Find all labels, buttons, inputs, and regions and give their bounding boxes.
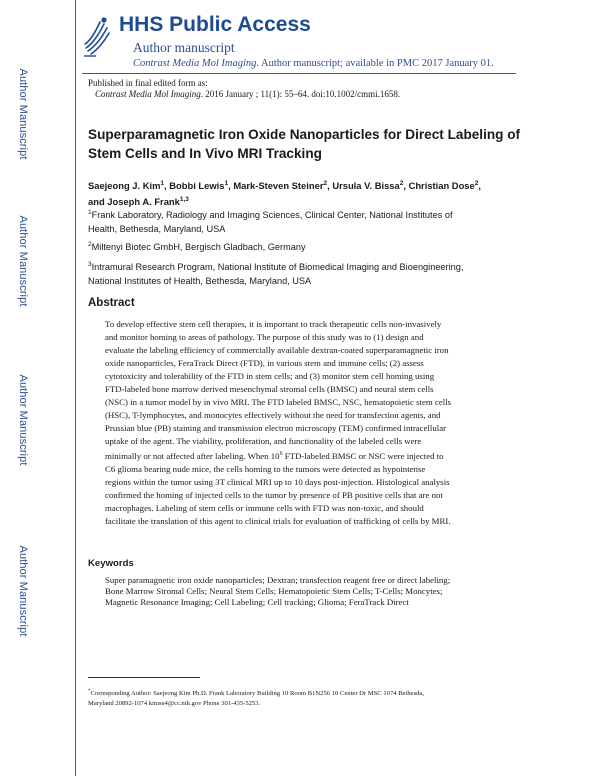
footnote-line: *Corresponding Author: Saejeong Kim Ph.D. Frank Laboratory Building 10 Room B1N256 10 Center Dr MSC 1074 Bethesda, — [88, 689, 425, 698]
abstract-heading: Abstract — [88, 297, 135, 309]
header-title: HHS Public Access — [119, 13, 311, 36]
citation-line — [95, 89, 400, 100]
abstract-line: Prussian blue (PB) staining and transmission electron microscopy (TEM) confirmed intracellular — [105, 423, 447, 433]
keywords-line: Magnetic Resonance Imaging; Cell Labeling; Cell tracking; Glioma; FeraTrack Direct — [105, 597, 409, 608]
abstract-line: and monitor homing to areas of pathology. The purpose of this study was to (1) design and — [105, 332, 424, 342]
citation-journal: Contrast Media Mol Imaging — [95, 89, 201, 99]
hhs-eagle-logo-icon — [82, 14, 112, 58]
author: Mark-Steven Steiner$^2$, — [233, 180, 333, 192]
abstract-body — [105, 318, 509, 528]
abstract-line: evaluate the labeling efficiency of commercially available dextran-coated superparamagnetic iron — [105, 345, 449, 355]
author-list — [88, 177, 528, 209]
header-journal-name: Contrast Media Mol Imaging — [133, 58, 257, 69]
header-rule — [82, 73, 516, 74]
abstract-line: C6 glioma bearing nude mice, the cells homing to the tumors were detected as hypointense — [105, 463, 426, 474]
footnote-rule — [88, 677, 200, 678]
keywords-line: Bone Marrow Stromal Cells; Neural Stem Cells; Hematopoietic Stem Cells; T-Cells; Moncytes; — [105, 586, 443, 597]
abstract-line: regions within the tumor using 3T clinical MRI up to 10 days post-injection. Histological analysis — [105, 476, 450, 487]
footnote-line: Maryland 20892-1074 kimse4@cc.nih.gov Phone 301-435-5253. — [88, 699, 261, 707]
author: and Joseph A. Frank$^{1,3}$ — [88, 196, 189, 208]
abstract-line: cytotoxicity and tolerability of the FTD in stem cells; and (3) monitor stem cell homing using — [105, 371, 435, 381]
keywords-heading: Keywords — [88, 558, 134, 569]
header-subtitle: Author manuscript — [133, 40, 235, 55]
footnote — [88, 687, 518, 708]
header-journal-line — [133, 57, 494, 71]
abstract-line: (HSC), T-lymphocytes, and monocytes effectively without the need for transfection agents, and — [105, 410, 441, 420]
abstract-line: macrophages. Labeling of stem cells or immune cells with FTD was non-toxic, and should — [105, 502, 424, 513]
published-label: Published in final edited form as: — [88, 78, 208, 88]
header-journal-rest: . Author manuscript; available in PMC 2017 January 01. — [256, 58, 494, 69]
abstract-line: confirmed the homing of injected cells to the tumor by presence of PB positive cells that are not — [105, 489, 443, 500]
sidebar-label-1: Author Manuscript — [17, 68, 29, 160]
affiliation-2: $^2$Miltenyi Biotec GmbH, Bergisch Gladbach, Germany — [88, 241, 306, 253]
sidebar-label-2: Author Manuscript — [17, 215, 29, 307]
author: Bobbi Lewis$^1$, — [169, 180, 234, 192]
author: Ursula V. Bissa$^2$, — [332, 180, 409, 192]
abstract-line: minimally or not affected after labeling. When $10^6$ FTD-labeled BMSC or NSC were injected to — [105, 450, 444, 461]
affiliation-3: $^3$Intramural Research Program, National Institute of Biomedical Imaging and Bioengineering, National Institutes of Health, Bethesda, Maryland, USA — [88, 261, 464, 286]
abstract-line: FTD-labeled bone marrow derived mesenchymal stromal cells (BMSC) and neural stem cells — [105, 384, 434, 394]
sidebar-rule — [75, 0, 76, 776]
keywords-body — [105, 575, 515, 609]
abstract-line: facilitate the translation of this agent to clinical trials for evaluation of trafficking of cells by MRI. — [105, 515, 451, 526]
sidebar-label-3: Author Manuscript — [17, 374, 29, 466]
author: Christian Dose$^2$, — [408, 180, 481, 192]
abstract-line: oxide nanoparticles, FeraTrack Direct (FTD), in various stem and immune cells; (2) assess — [105, 358, 424, 368]
affiliation-1: $^1$Frank Laboratory, Radiology and Imaging Sciences, Clinical Center, National Institutes of Health, Bethesda, Maryland, USA — [88, 209, 453, 234]
paper-title: Superparamagnetic Iron Oxide Nanoparticles for Direct Labeling of Stem Cells and In Vivo MRI Tracking — [88, 127, 521, 161]
sidebar-label-4: Author Manuscript — [17, 545, 29, 637]
author: Saejeong J. Kim$^1$, — [88, 180, 170, 192]
abstract-line: To develop effective stem cell therapies, it is important to track therapeutic cells non-invasively — [105, 319, 442, 329]
citation-rest: . 2016 January ; 11(1): 55–64. doi:10.1002/cmmi.1658. — [200, 89, 401, 99]
keywords-line: Super paramagnetic iron oxide nanoparticles; Dextran; transfection reagent free or direct labeling; — [105, 575, 451, 585]
abstract-line: (NSC) in a tumor model by in vivo MRI. The FTD labeled BMSC, NSC, hematopoietic stem cells — [105, 397, 452, 407]
abstract-line: uptake of the agent. The viability, proliferation, and functionality of the labeled cells were — [105, 436, 422, 446]
